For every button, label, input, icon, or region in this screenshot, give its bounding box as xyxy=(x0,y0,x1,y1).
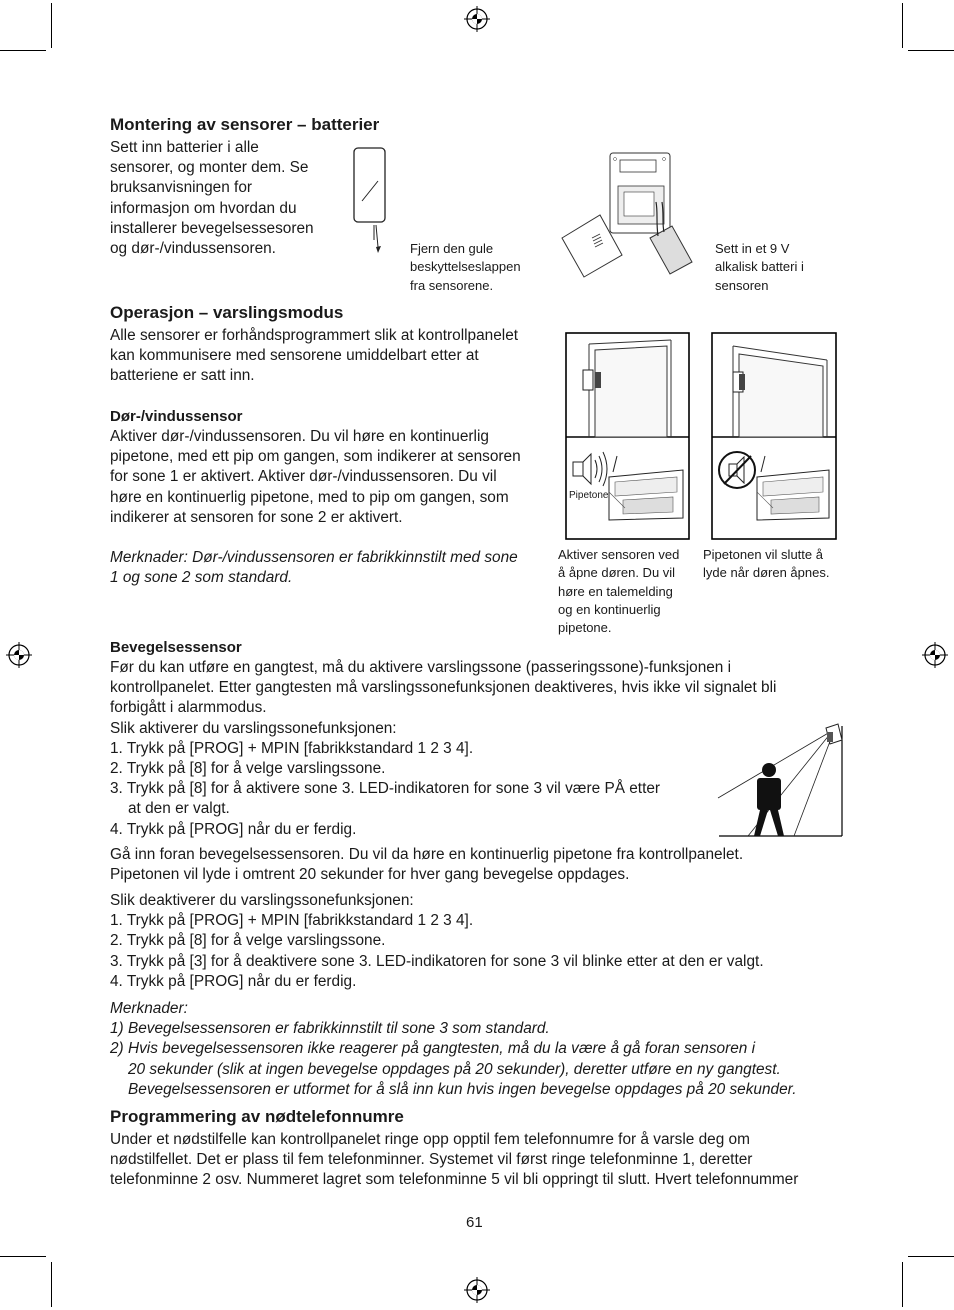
battery-text: Sett inn batterier i alle sensorer, og monter dem. Se bruksanvisningen for informasjon om hvordan du installerer bevegelsessesoren og dør-/vindussensoren. xyxy=(110,139,314,258)
motion-notes: Merknader: 1) Bevegelsessensoren er fabrikkinnstilt til sone 3 som standard. 2) Hvis bevegelsessensoren ikke reagerer på gangtesten, må du la være å gå foran sensoren i 20 sekunder (slik at ingen bevegelse oppdages på 20 sekunder), deretter utføre en ny gangtest. Bevegelsessensoren er utformet for å slå inn kun hvis ingen bevegelse oppdages på 20 sekunder. xyxy=(110,1000,797,1098)
heading-door-sensor: Dør-/vindussensor xyxy=(110,408,243,425)
door-open-silent-illustration xyxy=(711,332,837,540)
sensor-strip-illustration xyxy=(348,145,393,257)
walk-test-illustration xyxy=(716,722,844,838)
motion-intro: Før du kan utføre en gangtest, må du aktivere varslingssone (passeringssone)-funksjonen i kontrollpanelet. Etter gangtesten må varslingssonefunksjonen deaktiveres, hvis ikke vil signalet bli forbigått i alarmmodus. Slik aktiverer du varslingssonefunksjonen: 1. Trykk på [PROG] + MPIN [fabrikkstandard 1 2 3 4]. 2. Trykk på [8] for å velge varslingssone. 3. Trykk på [8] for å aktivere sone 3. LED-indikatoren for sone 3 vil være PÅ etter at den er valgt. 4. Trykk på [PROG] når du er ferdig. xyxy=(110,659,777,838)
caption-insert-battery: Sett in et 9 V alkalisk batteri i sensoren xyxy=(715,241,804,293)
heading-emergency-numbers: Programmering av nødtelefonnumre xyxy=(110,1107,404,1126)
registration-mark-right xyxy=(922,642,948,668)
heading-alarm-mode: Operasjon – varslingsmodus xyxy=(110,303,344,322)
door-open-beep-illustration xyxy=(565,332,690,540)
walk-test-text: Gå inn foran bevegelsessensoren. Du vil da høre en kontinuerlig pipetone fra kontrollpanelet. Pipetonen vil lyde i omtrent 20 sekunder for hver gang bevegelse oppdages. xyxy=(110,846,744,884)
registration-mark-left xyxy=(6,642,32,668)
alarm-intro: Alle sensorer er forhåndsprogrammert slik at kontrollpanelet kan kommunisere med sensorene umiddelbart etter at batteriene er satt inn. xyxy=(110,327,519,385)
deactivate-steps: Slik deaktiverer du varslingssonefunksjonen: 1. Trykk på [PROG] + MPIN [fabrikkstandard 1 2 3 4]. 2. Trykk på [8] for å velge varslingssone. 3. Trykk på [3] for å deaktivere sone 3. LED-indikatoren for sone 3 vil blinke etter at den er valgt. 4. Trykk på [PROG] når du er ferdig. xyxy=(110,892,764,990)
door-sensor-note: Merknader: Dør-/vindussensoren er fabrikkinnstilt med sone 1 og sone 2 som standard. xyxy=(110,549,518,587)
registration-mark-top xyxy=(464,6,490,32)
heading-battery: Montering av sensorer – batterier xyxy=(110,115,380,134)
page-number: 61 xyxy=(466,1214,483,1231)
battery-install-illustration xyxy=(560,150,700,285)
heading-motion-sensor: Bevegelsessensor xyxy=(110,639,242,656)
emergency-numbers-text: Under et nødstilfelle kan kontrollpanelet ringe opp opptil fem telefonnumre for å varsle deg om nødstilfellet. Det er plass til fem telefonminner. Systemet vil først ringe telefonminne 1, deretter telefonminne 2 osv. Nummeret lagret som telefonminne 5 vil bli oppringt til slutt. Hvert telefonnummer xyxy=(110,1131,799,1189)
door-sensor-text: Aktiver dør-/vindussensoren. Du vil høre en kontinuerlig pipetone, med ett pip om gangen, som indikerer at sensoren for sone 1 er aktivert. Aktiver dør-/vindussensoren. Du vil høre en kontinuerlig pipetone, med to pip om gangen, som indikerer at sensoren for sone 2 er aktivert. xyxy=(110,428,521,526)
caption-door-open: Aktiver sensoren ved å åpne døren. Du vil høre en talemelding og en kontinuerlig pipetone. xyxy=(558,547,680,636)
registration-mark-bottom xyxy=(464,1277,490,1303)
caption-remove-tab: Fjern den gule beskyttelseslappen fra sensorene. xyxy=(410,241,521,293)
pipetone-label: Pipetone xyxy=(569,490,609,501)
caption-beep-stops: Pipetonen vil slutte å lyde når døren åpnes. xyxy=(703,547,830,581)
